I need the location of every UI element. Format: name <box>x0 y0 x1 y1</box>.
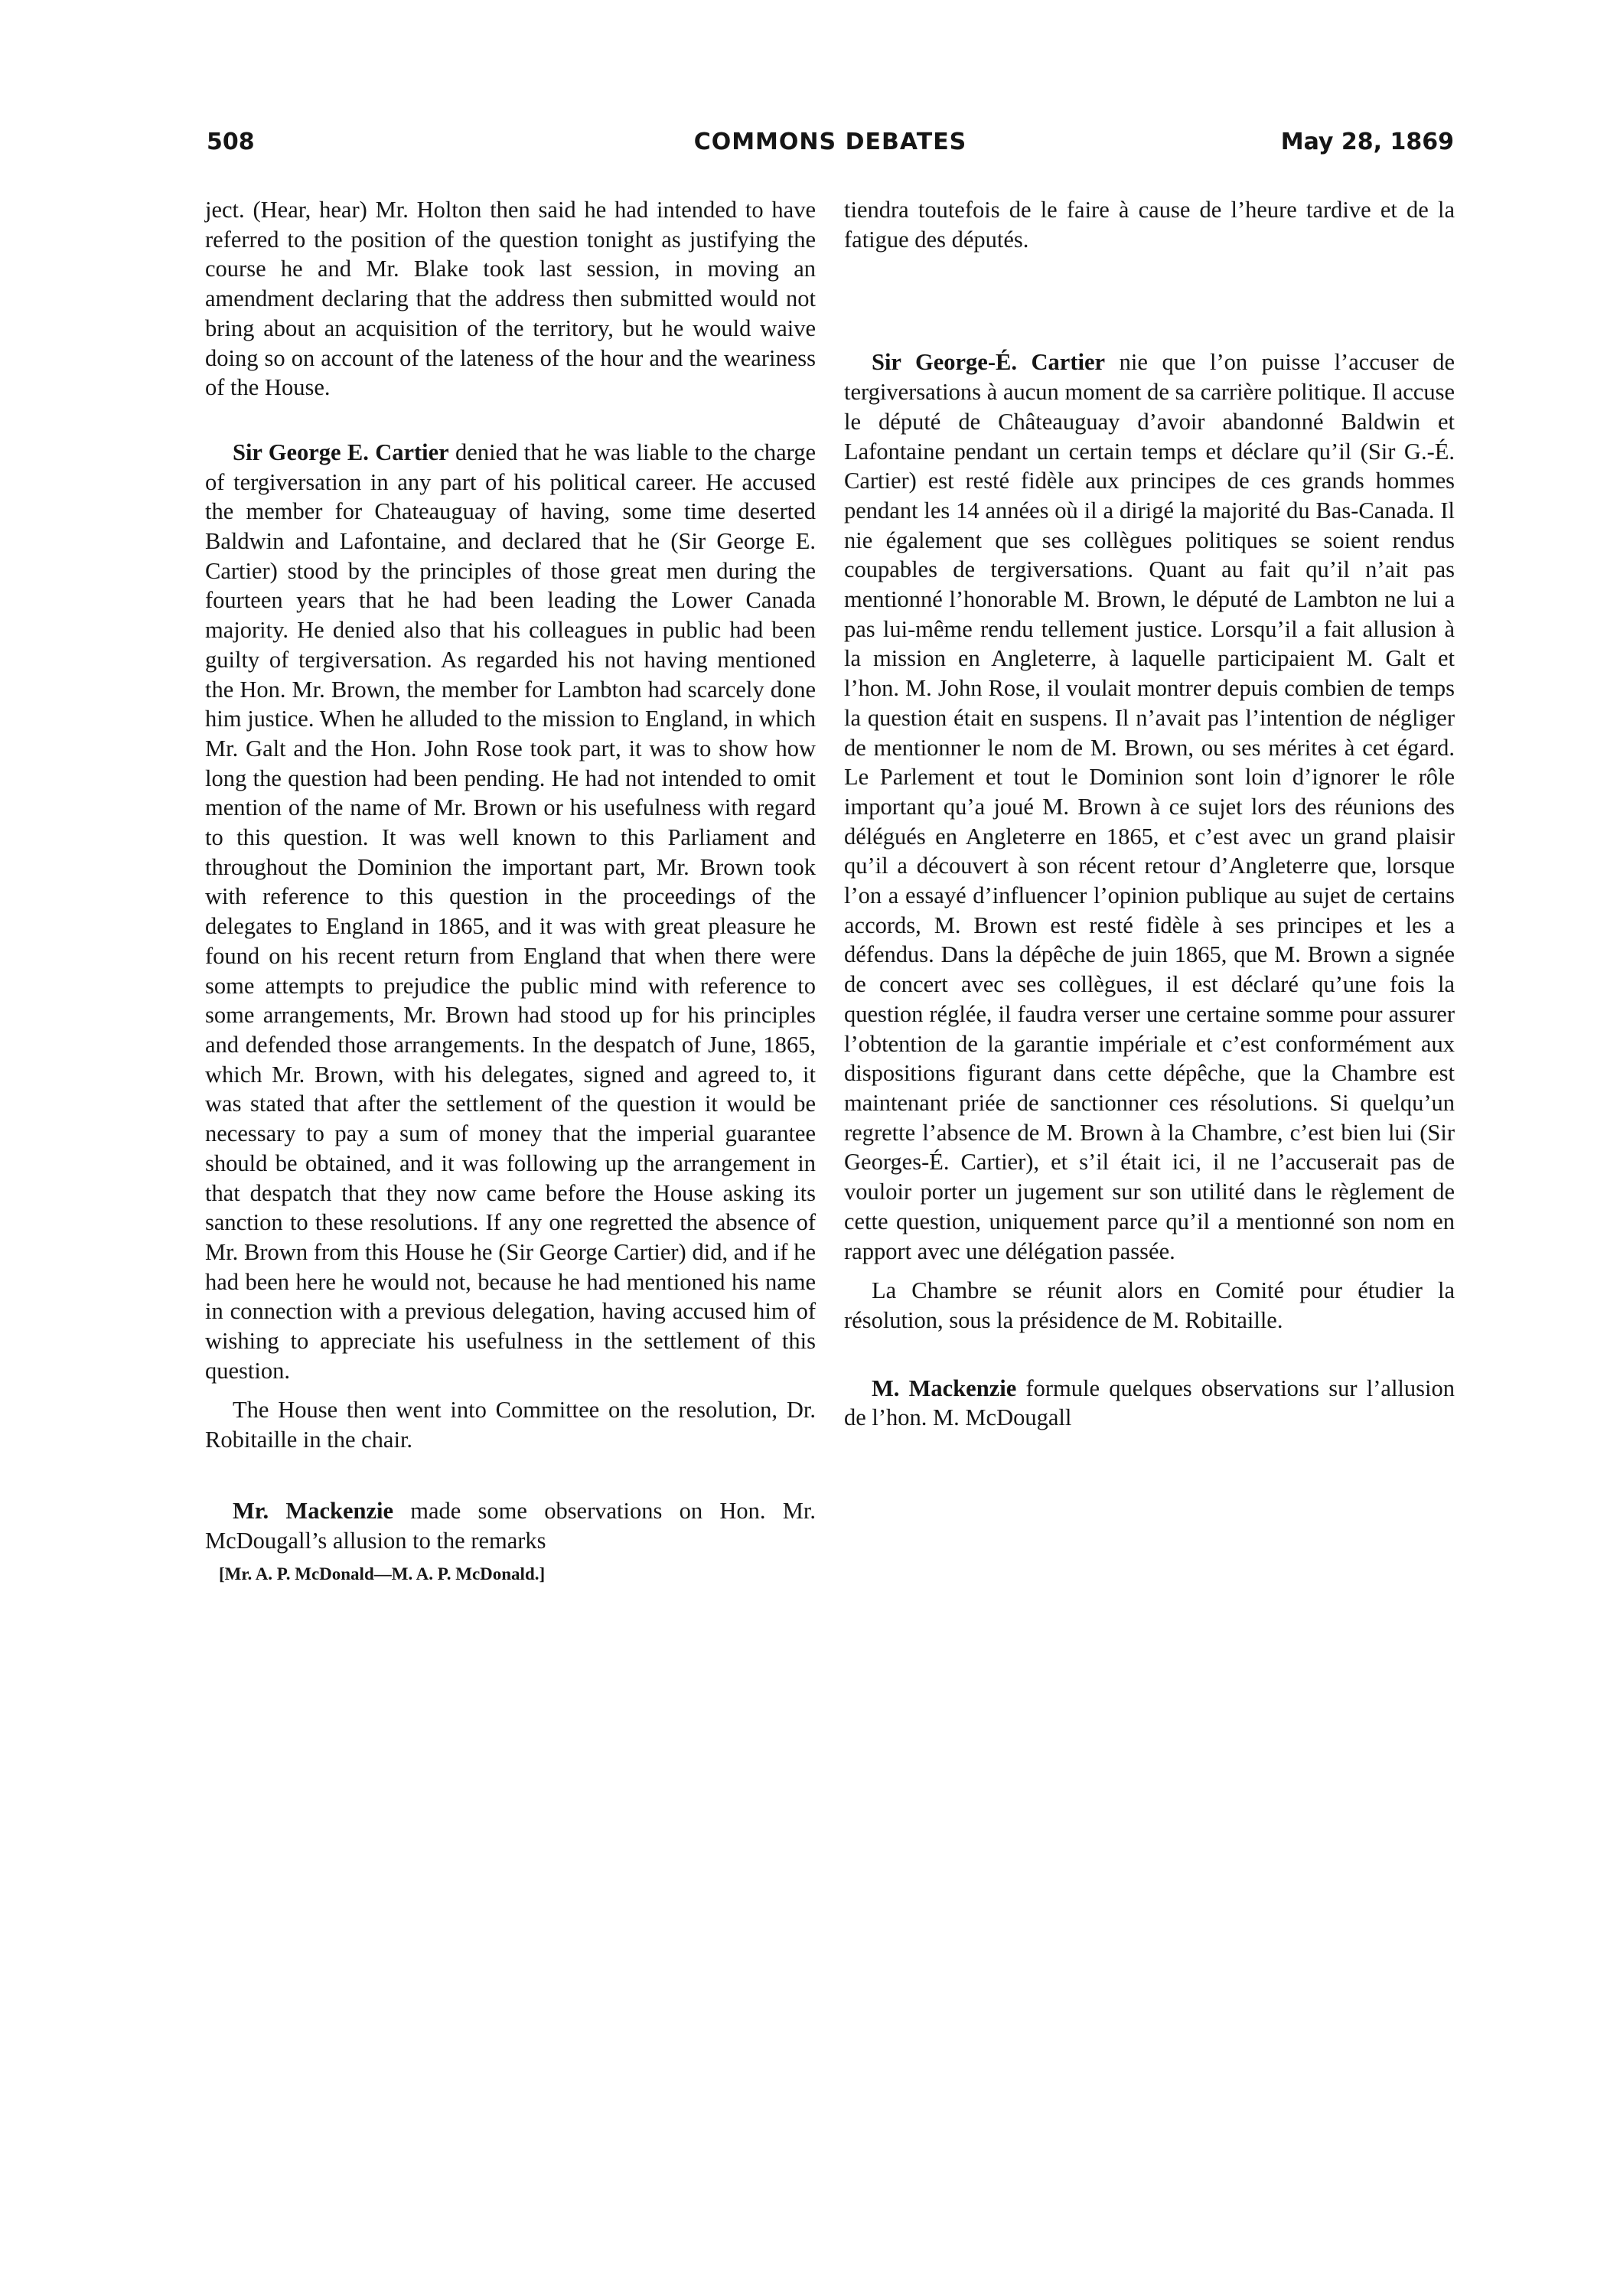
speaker-name: Sir George E. Cartier <box>233 439 449 465</box>
speech-text: denied that he was liable to the charge of tergiversation in any part of his political career. He accused the member for Chateauguay of having, some time deserted Baldwin and Lafontaine, and declared that he (Sir George E. Cartier) stood by the principles of those great men during the fourteen years that he had been leading the Lower Canada majority. He denied also that his colleagues in public had been guilty of tergiversation. As regarded his not having mentioned the Hon. Mr. Brown, the member for Lambton had scarcely done him justice. When he alluded to the mission to England, in which Mr. Galt and the Hon. John Rose took part, it was to show how long the question had been pending. He had not intended to omit mention of the name of Mr. Brown or his usefulness with regard to this question. It was well known to this Parliament and throughout the Dominion the important part, Mr. Brown took with reference to this question in the proceedings of the delegates to England in 1865, and it was with great pleasure he found on his recent return from England that when there were some attempts to prejudice the public mind with reference to some arrangements, Mr. Brown had stood up for his principles and defended those arrangements. In the despatch of June, 1865, which Mr. Brown, with his delegates, signed and agreed to, it was stated that after the settlement of the question it would be necessary to pay a sum of money that the imperial guarantee should be obtained, and it was following up the arrangement in that despatch that they now came before the House asking its sanction to these resolutions. If any one regretted the absence of Mr. Brown from this House he (Sir George Cartier) did, and if he had been here he would not, because he had mentioned his name in connection with a previous delegation, having accused him of wishing to appreciate his usefulness in the settlement of this question. <box>205 439 817 1384</box>
paragraph-cartier <box>205 438 816 1386</box>
speech-text: nie que l’on puisse l’accuser de tergiversations à aucun moment de sa carrière politique. Il accuse le député de Châteauguay d’avoir abandonné Baldwin et Lafontaine pendant un certain temps et déclare qu’il (Sir G.-É. Cartier) est resté fidèle aux principes de ces grands hommes pendant les 14 années où il a dirigé la majorité du Bas-Canada. Il nie également que ses collègues politiques se soient rendus coupables de tergiversations. Quant au fait qu’il n’ait pas mentionné l’honorable M. Brown, le député de Lambton ne lui a pas lui-même rendu tellement justice. Lorsqu’il a fait allusion à la mission en Angleterre, à laquelle participaient M. Galt et l’hon. M. John Rose, il voulait montrer depuis combien de temps la question était en suspens. Il n’avait pas l’intention de négliger de mentionner le nom de M. Brown, ou ses mérites à cet égard. Le Parlement et tout le Dominion sont loin d’ignorer le rôle important qu’a joué M. Brown à ce sujet lors des réunions des délégués en Angleterre en 1865, et c’est avec un grand plaisir qu’il a découvert à son récent retour d’Angleterre que, lorsque l’on a essayé d’influencer l’opinion publique au sujet de certains accords, M. Brown est resté fidèle à ses principes et les a défendus. Dans la dépêche de juin 1865, que M. Brown a signée de concert avec ses collègues, il est déclaré qu’une fois la question réglée, il faudra verser une certaine somme pour assurer l’obtention de la garantie impériale et c’est conformément aux dispositions figurant dans cette dépêche, que la Chambre est maintenant priée de sanctionner ces résolutions. Si quelqu’un regrette l’absence de M. Brown à la Chambre, c’est bien lui (Sir Georges-É. Cartier), et s’il était ici, il ne l’accuserait pas de vouloir porter un jugement sur son utilité dans le règlement de cette question, uniquement parce qu’il a mentionné son nom en rapport avec une délégation passée. <box>844 349 1455 1264</box>
page-date: May 28, 1869 <box>1280 129 1454 155</box>
footnote: [Mr. A. P. McDonald—M. A. P. McDonald.] <box>219 1564 546 1584</box>
speech-text: made some observations on Hon. Mr. McDougall’s allusion to the remarks <box>205 1497 816 1554</box>
page-number: 508 <box>207 129 255 155</box>
page-header <box>207 129 1454 162</box>
english-column <box>205 195 816 1586</box>
speaker-name: Sir George-É. Cartier <box>872 349 1106 376</box>
paragraph-mackenzie <box>844 1374 1455 1433</box>
paragraph-committee: La Chambre se réunit alors en Comité pour étudier la résolution, sous la présidence de M. Robitaille. <box>844 1277 1455 1333</box>
paragraph-continued: tiendra toutefois de le faire à cause de l’heure tardive et de la fatigue des députés. <box>844 197 1455 253</box>
french-column <box>844 195 1455 1433</box>
paragraph-cartier <box>844 347 1455 1266</box>
paragraph-continued: ject. (Hear, hear) Mr. Holton then said he had intended to have referred to the position of the question tonight as justifying the course he and Mr. Blake took last session, in moving an amendment declaring that the address then submitted would not bring about an acquisition of the territory, but he would waive doing so on account of the lateness of the hour and the weariness of the House. <box>205 197 816 401</box>
speaker-name: Mr. Mackenzie <box>233 1497 393 1524</box>
paragraph-committee: The House then went into Committee on the resolution, Dr. Robitaille in the chair. <box>205 1397 816 1453</box>
speech-text: formule quelques observations sur l’allusion de l’hon. M. McDougall <box>844 1375 1455 1431</box>
publication-title: COMMONS DEBATES <box>693 129 967 155</box>
paragraph-mackenzie <box>205 1496 816 1555</box>
speaker-name: M. Mackenzie <box>872 1375 1017 1401</box>
